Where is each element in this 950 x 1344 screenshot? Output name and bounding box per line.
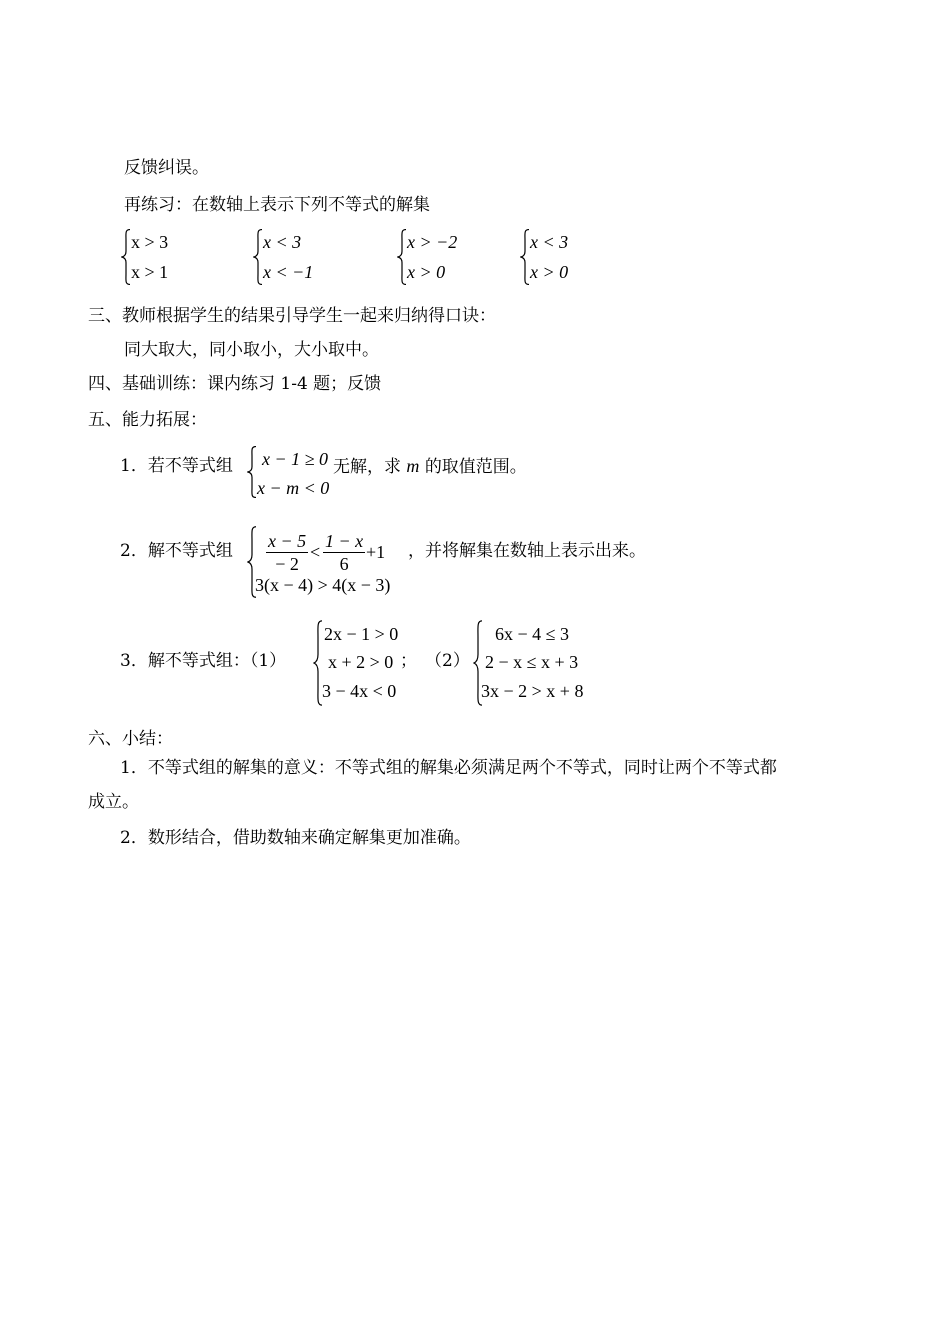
system-line: x > 0: [530, 262, 569, 282]
system-a-line: 2x − 1 > 0: [324, 624, 399, 644]
summary-1-continued: 成立。: [88, 792, 139, 812]
system-line: x > 3: [131, 232, 169, 252]
less-than: <: [310, 542, 321, 562]
problem-2-suffix: ，并将解集在数轴上表示出来。: [408, 541, 646, 561]
problem-2-eq2: 3(x − 4) > 4(x − 3): [255, 575, 391, 595]
problem-1-suffix: 无解，求 m 的取值范围。: [333, 456, 527, 477]
system-line: x < 3: [263, 232, 302, 252]
brace-icon: [247, 446, 257, 498]
fraction-1: $\frac{x - 5}{- 2}$: [268, 531, 307, 574]
section-4-heading: 四、基础训练：课内练习 1-4 题；反馈: [88, 374, 382, 394]
problem-2-prefix: 2．解不等式组: [120, 541, 233, 561]
plus-one: +1: [366, 542, 386, 562]
separator: ；: [400, 651, 417, 671]
system-b-line: 6x − 4 ≤ 3: [495, 624, 570, 644]
system-b-line: 3x − 2 > x + 8: [481, 681, 584, 701]
section-5-heading: 五、能力拓展：: [88, 410, 207, 430]
system-line: x < 3: [530, 232, 569, 252]
summary-2: 2．数形结合，借助数轴来确定解集更加准确。: [120, 828, 471, 848]
brace-icon: [121, 229, 131, 285]
problem-1-prefix: 1．若不等式组: [120, 456, 233, 476]
system-b-line: 2 − x ≤ x + 3: [485, 652, 579, 672]
practice-instruction: 再练习：在数轴上表示下列不等式的解集: [124, 195, 430, 215]
system-a-line: 3 − 4x < 0: [322, 681, 397, 701]
brace-icon: [397, 229, 407, 285]
brace-icon: [253, 229, 263, 285]
system-line: x > 1: [131, 262, 169, 282]
system-line: x < −1: [263, 262, 314, 282]
brace-icon: [520, 229, 530, 285]
problem-3-prefix: 3．解不等式组：（1）: [120, 651, 287, 671]
feedback-text: 反馈纠误。: [124, 158, 209, 178]
system-line: x > 0: [407, 262, 446, 282]
fraction-2: $\frac{1 - x}{6}$: [325, 531, 364, 574]
system-line: x > −2: [407, 232, 458, 252]
rhyme-text: 同大取大，同小取小，大小取中。: [124, 340, 379, 360]
problem-1-eq1: x − 1 ≥ 0: [262, 449, 329, 469]
system-a-line: x + 2 > 0: [328, 652, 394, 672]
problem-1-eq2: x − m < 0: [257, 478, 330, 498]
part-2-label: （2）: [425, 651, 470, 671]
summary-1: 1．不等式组的解集的意义：不等式组的解集必须满足两个不等式，同时让两个不等式都: [120, 758, 777, 778]
section-3-heading: 三、教师根据学生的结果引导学生一起来归纳得口诀：: [88, 306, 496, 326]
section-6-heading: 六、小结：: [88, 729, 173, 749]
